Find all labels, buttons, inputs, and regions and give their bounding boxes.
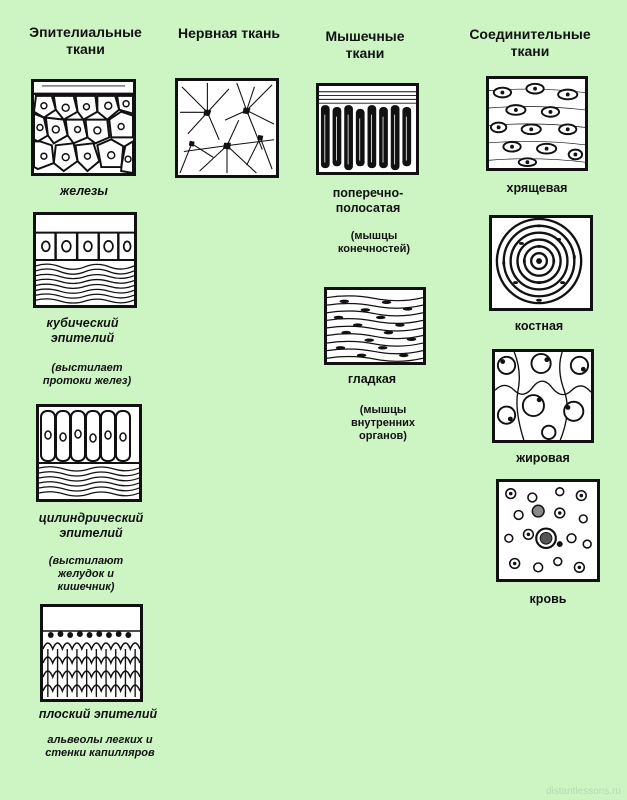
- note-smooth-line3: органов): [359, 430, 407, 442]
- note-smooth-line2: внутренних: [350, 417, 416, 429]
- header-epithelial-line2: ткани: [66, 41, 105, 57]
- header-muscle-line1: Мышечные: [325, 28, 405, 44]
- header-connective-line1: Соединительные: [469, 26, 591, 42]
- bone-tissue-illustration: [489, 215, 593, 311]
- cartilage-tissue-illustration: [486, 76, 588, 171]
- note-columnar: [36, 555, 136, 594]
- note-smooth-line1: (мышцы: [359, 404, 407, 416]
- label-bone: костная: [514, 319, 564, 333]
- label-columnar-line2: эпителий: [59, 526, 123, 540]
- columnar-epithelium-illustration: [36, 404, 142, 502]
- squamous-epithelium-illustration: [40, 604, 143, 702]
- note-squamous-line2: стенки капилляров: [45, 747, 155, 759]
- glands-illustration: [31, 79, 136, 176]
- label-cartilage: хрящевая: [506, 181, 568, 195]
- note-columnar-line1: (выстилают: [48, 555, 124, 567]
- nervous-tissue-illustration: [175, 78, 279, 178]
- note-cuboidal-line2: протоки желез): [42, 375, 132, 387]
- label-cuboidal-line1: кубический: [46, 316, 119, 330]
- label-columnar: [30, 511, 152, 541]
- label-glands: железы: [60, 184, 108, 198]
- label-blood: кровь: [529, 592, 567, 606]
- striated-muscle-illustration: [316, 83, 419, 175]
- note-squamous: [30, 734, 170, 760]
- note-squamous-line1: альвеолы легких и: [47, 734, 153, 746]
- header-epithelial-line1: Эпителиальные: [29, 24, 142, 40]
- note-columnar-line3: кишечник): [57, 581, 115, 593]
- header-nervous: Нервная ткань: [177, 25, 281, 41]
- header-muscle-line2: ткани: [345, 45, 385, 61]
- note-cuboidal-line1: (выстилает: [51, 362, 123, 374]
- label-striated-line2: полосатая: [335, 201, 401, 215]
- adipose-tissue-illustration: [492, 349, 594, 443]
- label-striated: [318, 186, 418, 216]
- note-striated: [322, 230, 426, 256]
- header-muscle: [310, 28, 420, 62]
- header-connective-line2: ткани: [510, 43, 550, 59]
- label-adipose: жировая: [516, 451, 570, 465]
- note-striated-line1: (мышцы: [350, 230, 398, 242]
- smooth-muscle-illustration: [324, 287, 426, 365]
- label-columnar-line1: цилиндрический: [38, 511, 144, 525]
- watermark: distantlessons.ru: [545, 786, 621, 797]
- label-smooth: гладкая: [347, 372, 397, 386]
- note-columnar-line2: желудок и: [57, 568, 115, 580]
- note-smooth: [334, 404, 432, 443]
- label-cuboidal-line2: эпителий: [50, 331, 115, 345]
- cuboidal-epithelium-illustration: [33, 212, 137, 308]
- header-connective: [460, 26, 600, 60]
- label-cuboidal: [30, 316, 135, 346]
- label-striated-line1: поперечно-: [332, 186, 404, 200]
- note-cuboidal: [26, 362, 148, 388]
- blood-illustration: [496, 479, 600, 582]
- label-squamous: плоский эпителий: [38, 707, 158, 721]
- header-epithelial: [18, 24, 153, 58]
- note-striated-line2: конечностей): [337, 243, 411, 255]
